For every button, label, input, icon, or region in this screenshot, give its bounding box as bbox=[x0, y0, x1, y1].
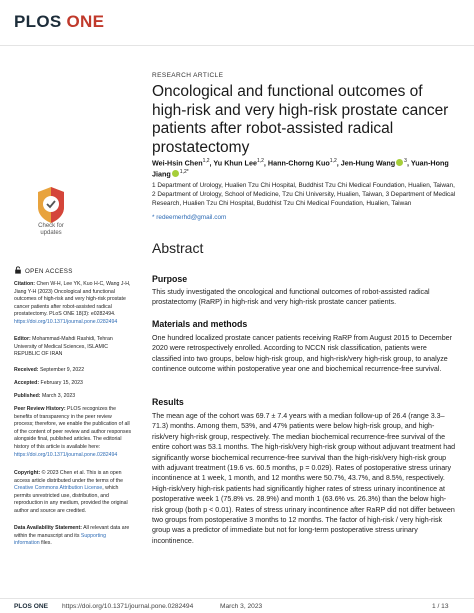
editor-block bbox=[14, 336, 132, 359]
affiliation-1: 1 Department of Urology, Hualien Tzu Chi Hospital, Buddhist Tzu Chi Medical Foundation, Hualien, Taiwan, bbox=[152, 182, 455, 189]
accepted-date: February 15, 2023 bbox=[39, 380, 83, 386]
author-4-affil: 3 bbox=[404, 158, 407, 164]
purpose-heading: Purpose bbox=[152, 274, 188, 284]
purpose-text: This study investigated the oncological and functional outcomes of robot-assisted radical prostatectomy (RaRP) in high-risk and very high-risk prostate cancer patients. bbox=[152, 288, 430, 307]
author-3[interactable]: , Hann-Chorng Kuo bbox=[263, 158, 330, 168]
published-block bbox=[14, 393, 132, 401]
page-number: 1 / 13 bbox=[432, 603, 449, 610]
orcid-icon[interactable] bbox=[172, 170, 179, 177]
copyright-label: Copyright: bbox=[14, 470, 41, 476]
author-3-affil: 1,2 bbox=[329, 158, 337, 164]
peer-review-block bbox=[14, 406, 132, 459]
citation-doi-link[interactable]: https://doi.org/10.1371/journal.pone.0282494 bbox=[14, 318, 118, 325]
article-type: RESEARCH ARTICLE bbox=[152, 72, 224, 79]
corresponding-email[interactable]: * redeemerhd@gmail.com bbox=[152, 214, 227, 221]
author-1[interactable]: Wei-Hsin Chen bbox=[152, 158, 203, 168]
methods-heading: Materials and methods bbox=[152, 319, 248, 329]
citation-text: Chen W-H, Lee YK, Kuo H-C, Wang J-H, Jiang Y-H (2023) Oncological and functional outcomes of high-risk and very high-risk prostate cancer patients after robot-assisted radical prostatectomy. PLoS ONE 18(3): e0282494. bbox=[14, 281, 131, 318]
corresponding-star: * bbox=[186, 168, 189, 175]
peer-review-text: PLOS recognizes the benefits of transparency in the peer review process; therefore, we enable the publication of all of the content of peer review and author responses alongside final, published articles. The editorial history of this article is available here: bbox=[14, 406, 132, 450]
author-5[interactable]: , Yuan-Hong Jiang bbox=[152, 158, 449, 179]
accepted-label: Accepted: bbox=[14, 380, 40, 386]
badge-text bbox=[31, 223, 71, 237]
peer-review-label: Peer Review History: bbox=[14, 406, 66, 412]
journal-logo bbox=[14, 12, 104, 32]
footer-divider bbox=[0, 598, 474, 599]
results-heading: Results bbox=[152, 397, 184, 407]
author-2-affil: 1,2 bbox=[256, 158, 264, 164]
received-date: September 9, 2022 bbox=[38, 367, 85, 373]
header-divider bbox=[0, 45, 474, 46]
accepted-block bbox=[14, 380, 132, 388]
footer-date: March 3, 2023 bbox=[220, 603, 263, 610]
published-date: March 3, 2023 bbox=[40, 393, 76, 399]
open-lock-icon bbox=[14, 266, 22, 274]
open-access-label bbox=[14, 266, 73, 275]
received-block bbox=[14, 367, 132, 375]
affiliation-2: 2 Department of Urology, School of Medicine, Tzu Chi University, Hualien, Taiwan, 3 Department of Medical Research, Hualien Tzu Chi Hospital, Buddhist Tzu Chi Medical Foundation, Hualien, Taiwan bbox=[152, 191, 456, 208]
editor-text: Mohammad-Mahdi Rashidi, Tehran University of Medical Sciences, ISLAMIC REPUBLIC OF IRAN bbox=[14, 336, 113, 358]
author-2[interactable]: , Yu Khun Lee bbox=[209, 158, 257, 168]
affiliations bbox=[152, 181, 457, 209]
published-label: Published: bbox=[14, 393, 41, 399]
copyright-text-1: © 2023 Chen et al. This is an open access article distributed under the terms of the bbox=[14, 470, 123, 484]
footer-doi-link[interactable]: https://doi.org/10.1371/journal.pone.0282494 bbox=[62, 603, 194, 610]
peer-review-doi-link[interactable]: https://doi.org/10.1371/journal.pone.0282494 bbox=[14, 451, 118, 458]
editor-label: Editor: bbox=[14, 336, 31, 342]
abstract-heading: Abstract bbox=[152, 240, 204, 256]
citation-block bbox=[14, 281, 132, 327]
footer-journal: PLOS ONE bbox=[14, 603, 49, 610]
author-5-affil: 1,2 bbox=[179, 168, 187, 175]
copyright-block bbox=[14, 470, 132, 516]
open-access-text: OPEN ACCESS bbox=[25, 268, 73, 275]
badge-line-1: Check for bbox=[38, 223, 64, 229]
logo-one: ONE bbox=[61, 12, 105, 31]
results-text: The mean age of the cohort was 69.7 ± 7.4 years with a median follow-up of 26.4 (range 3.3–71.3) months. Among them, 53%, and 47% patients were below high-risk group, and high-risk/very high-risk group, respectively. The median biochemical recurrence-free survival of the entire cohort was 53.1 months. The high-risk/very high-risk group without adjuvant treatment had significantly worse biochemical recurrence-free survival than the high-risk/very high-risk group with adjuvant treatment (19.6 vs. 60.5 months, p = 0.029). Rates of postoperative stress urinary incontinence at 1 week, 1 month, and 12 months were 50.7%, 43.7%, and 8.5%, respectively. High-risk/very high-risk patients had significantly higher rates of stress urinary incontinence at postoperative week 1 (75.8% vs. 28.9%) and month 1 (63.6% vs. 26.3%) than the below high-risk group (both p < 0.01). Rates of stress urinary incontinence after RaRP did not differ between two groups from postoperative 3 months to 12 months. The factor of high-risk / very high-risk group was a predictor of immediate but not for long-term postoperative stress urinary incontinence. bbox=[152, 412, 456, 545]
data-availability-block bbox=[14, 525, 132, 548]
copyright-text-2: , which permits unrestricted use, distribution, and reproduction in any medium, provided the original author and source are credited. bbox=[14, 485, 128, 514]
badge-line-2: updates bbox=[40, 230, 62, 236]
data-availability-text-2: files. bbox=[39, 540, 52, 547]
logo-plos: PLOS bbox=[14, 12, 62, 31]
data-availability-text-1: All relevant data are within the manuscript and its bbox=[14, 525, 130, 539]
received-label: Received: bbox=[14, 367, 39, 373]
author-4[interactable]: , Jen-Hung Wang bbox=[336, 158, 396, 168]
check-for-updates-badge[interactable] bbox=[31, 185, 71, 237]
citation-label: Citation: bbox=[14, 281, 36, 287]
author-1-affil: 1,2 bbox=[202, 158, 210, 164]
supporting-information-link[interactable]: Supporting information bbox=[14, 532, 106, 547]
orcid-icon[interactable] bbox=[396, 159, 403, 166]
cc-license-link[interactable]: Creative Commons Attribution License bbox=[14, 485, 103, 492]
article-title: Oncological and functional outcomes of high-risk and very high-risk prostate cancer patients after robot-assisted radical prostatectomy bbox=[152, 83, 449, 156]
data-availability-label: Data Availability Statement: bbox=[14, 525, 82, 531]
author-list bbox=[152, 157, 457, 179]
methods-text: One hundred localized prostate cancer patients receiving RaRP from August 2015 to December 2020 were retrospectively enrolled. According to NCCN risk classification, patients were classified into two groups, below high-risk group, and high-risk/very high-risk group, to analyze continence outcome within postoperative year one and biochemical recurrence-free survival. bbox=[152, 334, 452, 374]
